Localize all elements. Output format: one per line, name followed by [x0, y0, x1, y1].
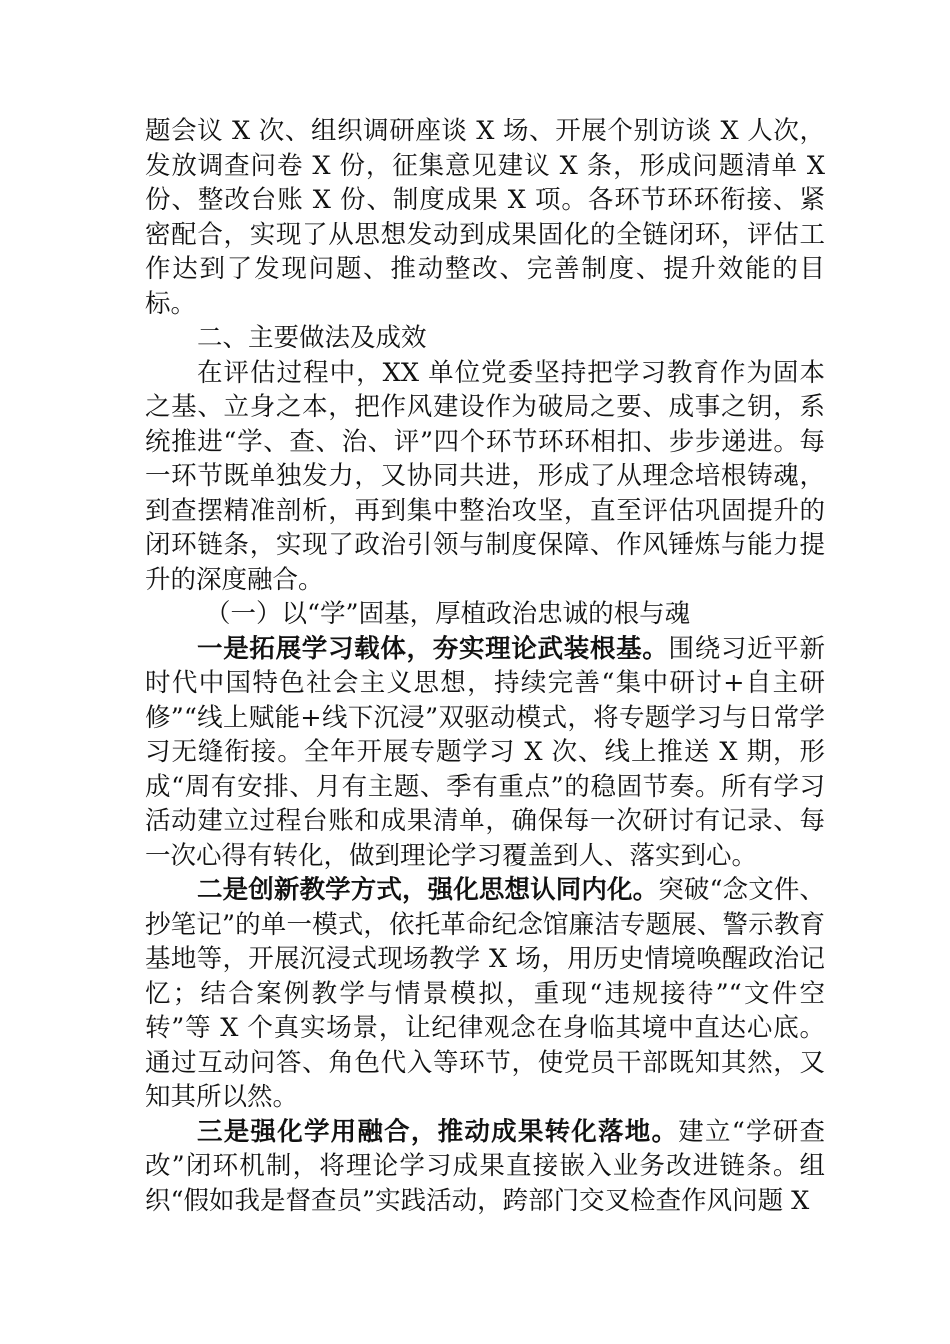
list-item-2	[145, 873, 825, 1115]
section-intro-paragraph: 在评估过程中，XX 单位党委坚持把学习教育作为固本之基、立身之本，把作风建设作为破局之要、成事之钥，系统推进“学、查、治、评”四个环节环环相扣、步步递进。每一环节既单独发力，又协同共进，形成了从理念培根铸魂，到查摆精准剖析，再到集中整治攻坚，直至评估巩固提升的闭环链条，实现了政治引领与制度保障、作风锤炼与能力提升的深度融合。	[145, 357, 825, 595]
paragraph-continued: 题会议 X 次、组织调研座谈 X 场、开展个别访谈 X 人次，发放调查问卷 X 份，征集意见建议 X 条，形成问题清单 X 份、整改台账 X 份、制度成果 X 项。各环节环环衔接、紧密配合，实现了从思想发动到成果固化的全链闭环，评估工作达到了发现问题、推动整改、完善制度、提升效能的目标。	[145, 116, 825, 319]
list-item-2-body: 突破“念文件、抄笔记”的单一模式，依托革命纪念馆廉洁专题展、警示教育基地等，开展沉浸式现场教学 X 场，用历史情境唤醒政治记忆；结合案例教学与情景模拟，重现“违规接待”“文件空转”等 X 个真实场景，让纪律观念在身临其境中直达心底。通过互动问答、角色代入等环节，使党员干部既知其然，又知其所以然。	[145, 875, 825, 1112]
list-item-3-body: 建立“学研查改”闭环机制，将理论学习成果直接嵌入业务改进链条。组织“假如我是督查员”实践活动，跨部门交叉检查作风问题 X	[145, 1116, 825, 1216]
list-item-3	[145, 1115, 825, 1219]
list-item-1	[145, 632, 825, 874]
list-item-1-body: 围绕习近平新时代中国特色社会主义思想，持续完善“集中研讨+自主研修”“线上赋能+线下沉浸”双驱动模式，将专题学习与日常学习无缝衔接。全年开展专题学习 X 次、线上推送 X 期，形成“周有安排、月有主题、季有重点”的稳固节奏。所有学习活动建立过程台账和成果清单，确保每一次研讨有记录、每一次心得有转化，做到理论学习覆盖到人、落实到心。	[145, 633, 825, 871]
list-item-1-lead: 一是拓展学习载体，夯实理论武装根基。	[197, 633, 669, 664]
document-body	[145, 114, 825, 1218]
section-heading: 二、主要做法及成效	[197, 323, 427, 353]
list-item-2-lead: 二是创新教学方式，强化思想认同内化。	[197, 875, 659, 905]
list-item-3-lead: 三是强化学用融合，推动成果转化落地。	[197, 1116, 679, 1147]
subsection-heading: （一）以“学”固基，厚植政治忠诚的根与魂	[205, 599, 691, 629]
